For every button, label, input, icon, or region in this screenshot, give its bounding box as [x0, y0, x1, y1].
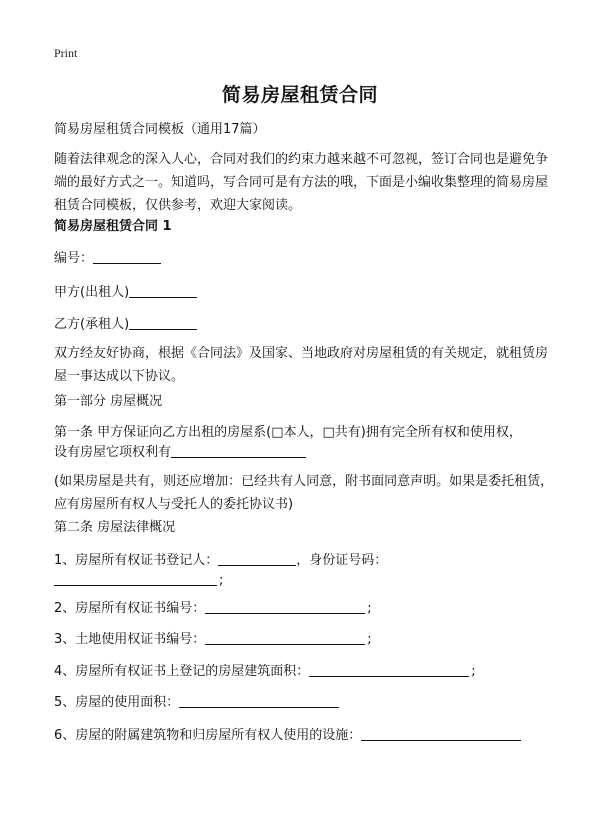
usable-area-blank[interactable] — [179, 693, 339, 708]
encumbrance-blank[interactable] — [171, 443, 306, 458]
item-2-terminator: ; — [367, 601, 372, 616]
article-one-line2 — [54, 441, 306, 464]
item-3-label: 3、土地使用权证书编号： — [54, 632, 206, 647]
article-one-encumbrance-label: 设有房屋它项权利有 — [54, 445, 172, 460]
document-title: 简易房屋租赁合同 — [221, 84, 378, 106]
id-number-blank[interactable] — [54, 571, 217, 586]
item-1-label: 1、房屋所有权证书登记人： — [54, 553, 219, 568]
item-1-line2 — [54, 569, 223, 592]
party-a-field — [54, 281, 197, 304]
item-6-label: 6、房屋的附属建筑物和归房屋所有权人使用的设施： — [54, 728, 362, 743]
building-area-blank[interactable] — [309, 662, 469, 677]
item-2 — [54, 597, 372, 620]
item-4-terminator: ; — [471, 664, 476, 679]
item-5 — [54, 691, 339, 714]
article-one-line1: 第一条 甲方保证向乙方出租的房屋系(□本人，□共有)拥有完全所有权和使用权， — [54, 425, 522, 440]
item-6 — [54, 724, 521, 747]
intro-paragraph: 随着法律观念的深入人心，合同对我们的约束力越来越不可忽视，签订合同也是避免争端的最好方式之一。知道吗，写合同可是有方法的哦，下面是小编收集整理的简易房屋租赁合同模板，仅供参考，欢迎大家阅读。 — [54, 152, 549, 213]
article-two-heading: 第二条 房屋法律概况 — [54, 520, 176, 535]
item-3 — [54, 628, 372, 651]
part-one-heading: 第一部分 房屋概况 — [54, 394, 163, 409]
document-subtitle: 简易房屋租赁合同模板（通用17篇） — [54, 122, 266, 137]
item-4-label: 4、房屋所有权证书上登记的房屋建筑面积： — [54, 664, 310, 679]
party-b-field — [54, 313, 197, 336]
section-heading: 简易房屋租赁合同 1 — [54, 219, 172, 234]
item-5-label: 5、房屋的使用面积： — [54, 695, 180, 710]
party-a-blank[interactable] — [129, 283, 197, 298]
item-2-label: 2、房屋所有权证书编号： — [54, 601, 206, 616]
agreement-paragraph: 双方经友好协商，根据《合同法》及国家、当地政府对房屋租赁的有关规定，就租赁房屋一事达成以下协议。 — [54, 346, 549, 384]
item-1-terminator: ; — [219, 573, 224, 588]
registrant-blank[interactable] — [218, 551, 296, 566]
land-certificate-blank[interactable] — [205, 630, 365, 645]
number-blank[interactable] — [93, 249, 161, 264]
facilities-blank[interactable] — [361, 726, 521, 741]
number-label: 编号： — [54, 251, 94, 266]
number-field — [54, 247, 161, 270]
note-paragraph: (如果房屋是共有，则还应增加：已经共有人同意，附书面同意声明。如果是委托租赁，应有房屋所有权人与受托人的委托协议书) — [54, 474, 554, 512]
id-number-label: ，身份证号码： — [296, 553, 388, 568]
party-a-label: 甲方(出租人) — [54, 285, 130, 300]
party-b-label: 乙方(承租人) — [54, 317, 130, 332]
item-4 — [54, 660, 476, 683]
ownership-certificate-blank[interactable] — [205, 599, 365, 614]
item-3-terminator: ; — [367, 632, 372, 647]
party-b-blank[interactable] — [129, 315, 197, 330]
print-label: Print — [54, 46, 78, 60]
